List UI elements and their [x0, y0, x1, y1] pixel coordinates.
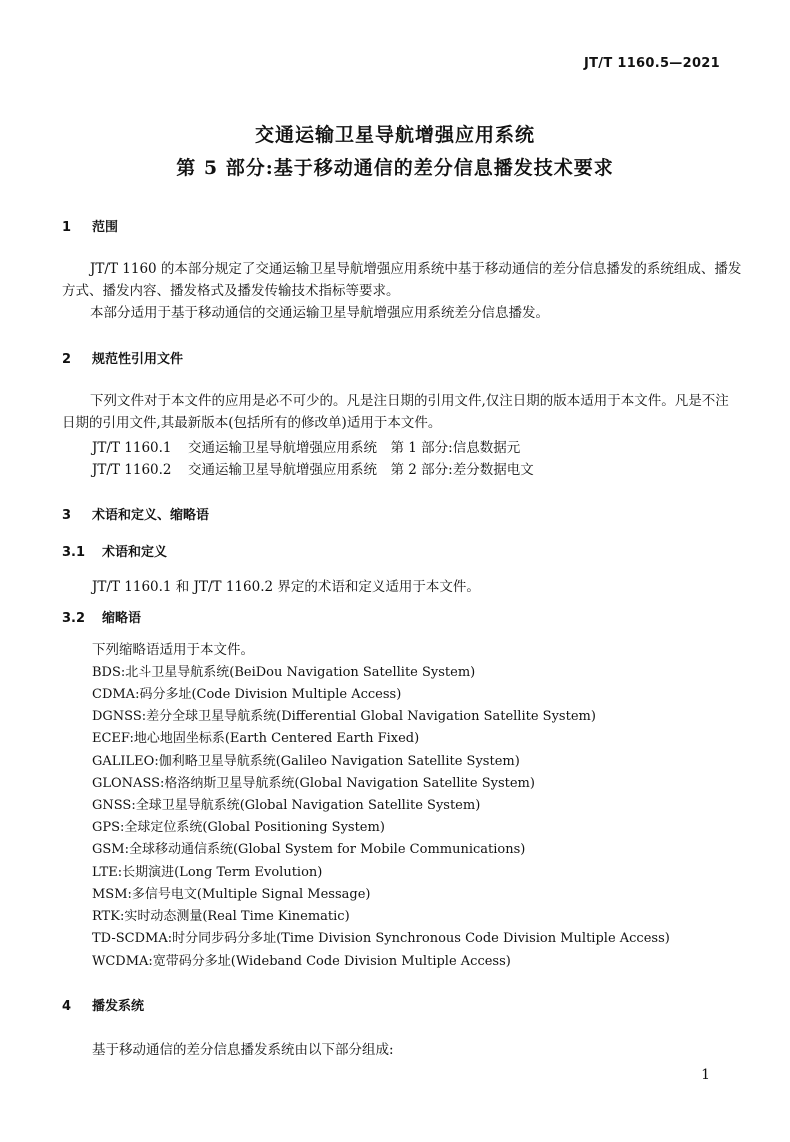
reference-code: JT/T 1160.2	[92, 462, 172, 478]
normative-reference-2	[92, 458, 534, 478]
section-3-1-heading	[62, 541, 167, 560]
section-title: 术语和定义	[102, 545, 168, 560]
section-title: 范围	[92, 220, 119, 235]
section-2-heading	[62, 348, 183, 367]
section-3-2-intro: 下列缩略语适用于本文件。	[92, 642, 254, 658]
abbreviation-msm: MSM:多信号电文(Multiple Signal Message)	[92, 887, 371, 902]
section-3-heading	[62, 504, 209, 523]
abbreviation-lte: LTE:长期演进(Long Term Evolution)	[92, 865, 323, 880]
abbreviation-ecef: ECEF:地心地固坐标系(Earth Centered Earth Fixed)	[92, 731, 420, 746]
section-3-2-heading	[62, 607, 141, 626]
section-number: 4	[62, 999, 72, 1014]
section-2-paragraph-1: 下列文件对于本文件的应用是必不可少的。凡是注日期的引用文件,仅注日期的版本适用于本文件。凡是不注日期的引用文件,其最新版本(包括所有的修改单)适用于本文件。	[62, 393, 729, 431]
abbreviation-dgnss: DGNSS:差分全球卫星导航系统(Differential Global Navigation Satellite System)	[92, 709, 596, 724]
abbreviation-gsm: GSM:全球移动通信系统(Global System for Mobile Communications)	[92, 842, 526, 857]
section-1-paragraph-2: 本部分适用于基于移动通信的交通运输卫星导航增强应用系统差分信息播发。	[90, 305, 549, 321]
title-line-1: 交通运输卫星导航增强应用系统	[254, 124, 535, 146]
section-number: 3.1	[62, 545, 86, 560]
reference-title: 交通运输卫星导航增强应用系统 第 1 部分:信息数据元	[188, 440, 521, 456]
abbreviation-rtk: RTK:实时动态测量(Real Time Kinematic)	[92, 909, 350, 924]
abbreviation-bds: BDS:北斗卫星导航系统(BeiDou Navigation Satellite System)	[92, 665, 476, 680]
abbreviation-td-scdma: TD-SCDMA:时分同步码分多址(Time Division Synchronous Code Division Multiple Access)	[92, 931, 670, 946]
reference-title: 交通运输卫星导航增强应用系统 第 2 部分:差分数据电文	[188, 462, 534, 478]
abbreviation-gps: GPS:全球定位系统(Global Positioning System)	[92, 820, 385, 835]
title-line-2: 第 5 部分:基于移动通信的差分信息播发技术要求	[176, 157, 614, 179]
abbreviation-gnss: GNSS:全球卫星导航系统(Global Navigation Satellite System)	[92, 798, 481, 813]
abbreviation-wcdma: WCDMA:宽带码分多址(Wideband Code Division Multiple Access)	[92, 954, 511, 969]
section-4-paragraph: 基于移动通信的差分信息播发系统由以下部分组成:	[92, 1042, 394, 1058]
section-1-paragraph-1: JT/T 1160 的本部分规定了交通运输卫星导航增强应用系统中基于移动通信的差分信息播发的系统组成、播发方式、播发内容、播发格式及播发传输技术指标等要求。	[62, 261, 742, 299]
page-number: 1	[701, 1067, 710, 1083]
normative-reference-1	[92, 436, 520, 456]
section-4-heading	[62, 995, 144, 1014]
section-title: 缩略语	[102, 611, 142, 626]
abbreviation-galileo: GALILEO:伽利略卫星导航系统(Galileo Navigation Satellite System)	[92, 754, 520, 769]
section-number: 3	[62, 508, 72, 523]
section-title: 播发系统	[92, 999, 145, 1014]
standard-number: JT/T 1160.5—2021	[584, 56, 720, 71]
abbreviation-cdma: CDMA:码分多址(Code Division Multiple Access)	[92, 687, 402, 702]
section-3-1-paragraph: JT/T 1160.1 和 JT/T 1160.2 界定的术语和定义适用于本文件。	[92, 579, 480, 595]
section-title: 术语和定义、缩略语	[92, 508, 210, 523]
section-title: 规范性引用文件	[92, 352, 184, 367]
section-number: 2	[62, 352, 72, 367]
abbreviation-glonass: GLONASS:格洛纳斯卫星导航系统(Global Navigation Satellite System)	[92, 776, 535, 791]
reference-code: JT/T 1160.1	[92, 440, 172, 456]
section-number: 1	[62, 220, 72, 235]
section-1-heading	[62, 216, 118, 235]
section-number: 3.2	[62, 611, 86, 626]
